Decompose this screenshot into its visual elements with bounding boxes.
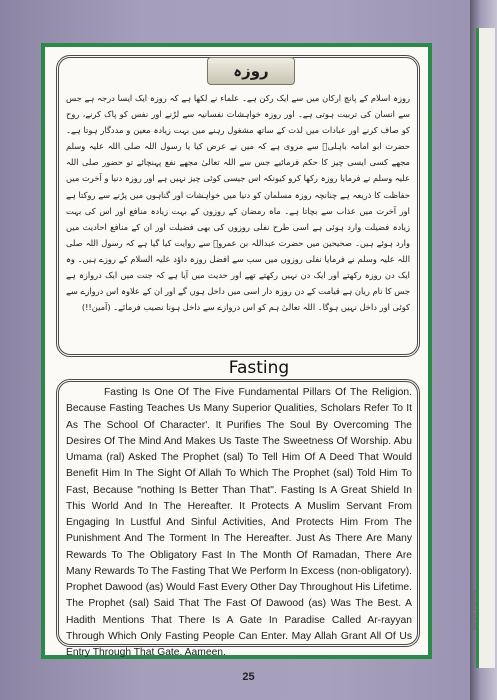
page-number: 25 [242,671,255,683]
urdu-paragraph: روزہ اسلام کے پانچ ارکان میں سے ایک رکن ہے۔ علماء نے لکھا ہے کہ روزہ ایک ایسا درجہ ہے جس سے انسان کی تربیت ہوتی ہے۔ اور روزہ خواہشات نفسانیہ سے لڑنے اور نفس کو پاک کرنے، روح کو صاف کرنے اور عبادات میں لذت کے ساتھ مشغول رہنے میں بہت زیادہ معین و مددگار ہوتا ہے۔ حضرت ابو امامہ باہلیؓ سے مروی ہے کہ میں نے عرض کیا یا رسول اللہ صلی اللہ علیہ وسلم مجھے کسی ایسی چیز کا حکم فرمائیے جس سے اللہ تعالیٰ مجھے نفع پہنچائے تو حضور صلی اللہ علیہ وسلم نے فرمایا روزہ رکھا کرو کیونکہ اس جیسی کوئی چیز نہیں ہے اور روزہ دنیا و آخرت میں حفاظت کا ذریعہ ہے چنانچہ روزہ مسلمان کو دنیا میں خواہشات اور گناہوں میں پڑنے سے روکتا ہے اور آخرت میں عذاب سے بچاتا ہے۔ ماہ رمضان کے روزوں کے بہت زیادہ منافع اور اس کی بہت زیادہ فضیلت وارد ہوئی ہے اسی طرح نفلی روزوں کی بھی فضیلت اور ان کے منافع احادیث میں وارد ہوئے ہیں۔ صحیحین میں حضرت عبداللہ بن عمروؓ سے روایت کیا گیا ہے کہ رسول اللہ صلی اللہ علیہ وسلم نے فرمایا نفلی روزوں میں سب سے افضل روزہ داؤد علیہ السلام کے روزے ہیں۔ وہ ایک دن روزہ رکھتے اور ایک دن نہیں رکھتے تھے اور حدیث میں آیا ہے کہ جنت میں ایک دروازہ ہے جس کا نام ریان ہے قیامت کے دن روزہ دار اسی میں داخل ہوں گے اور ان کے علاوہ اس دروازے سے کوئی اور داخل نہیں ہوگا۔ اللہ تعالیٰ ہم کو اس دروازے سے داخل ہونا نصیب فرمائے۔ (آمین!!) [66,93,410,313]
urdu-title: روزہ [207,57,295,85]
spine-label: Book Farms [470,589,478,631]
english-title: Fasting [228,358,290,378]
english-paragraph: Fasting Is One Of The Five Fundamental Pillars Of The Religion. Because Fasting Teaches Us Many Superior Qualities, Scholars Refer To It As The School Of Character'. It Purifies The Soul By Overcoming The Desires Of The Mind And Makes Us Taste The Sweetness Of Worship. Abu Umama (ral) Asked The Prophet (sal) To Tell Him Of A Deed That Would Benefit Him In The Sight Of Allah To Which The Prophet (sal) Told Him To Fast, Because "nothing Is Better Than That". Fasting Is A Great Shield In This World And In The Hereafter. It Protects A Muslim Servant From Engaging In Lustful And Sinful Activities, And Protects Him From The Punishment And The Torment In The Hereafter. Just As There Are Many Rewards To The Obligatory Fast In The Month Of Ramadan, There Are Many Rewards To The Fasting That We Perform In Excess (non-obligatory). Prophet Dawood (as) Would Fast Every Other Day Throughout His Lifetime. The Prophet (sal) Said That The Fast Of Dawood (as) Was The Best. A Hadith Mentions That There Is A Gate In Paradise Called Ar-rayyan Through Which Only Fasting People Can Enter. May Allah Grant All Of Us Entry Through That Gate. Aameen. [66,387,412,658]
